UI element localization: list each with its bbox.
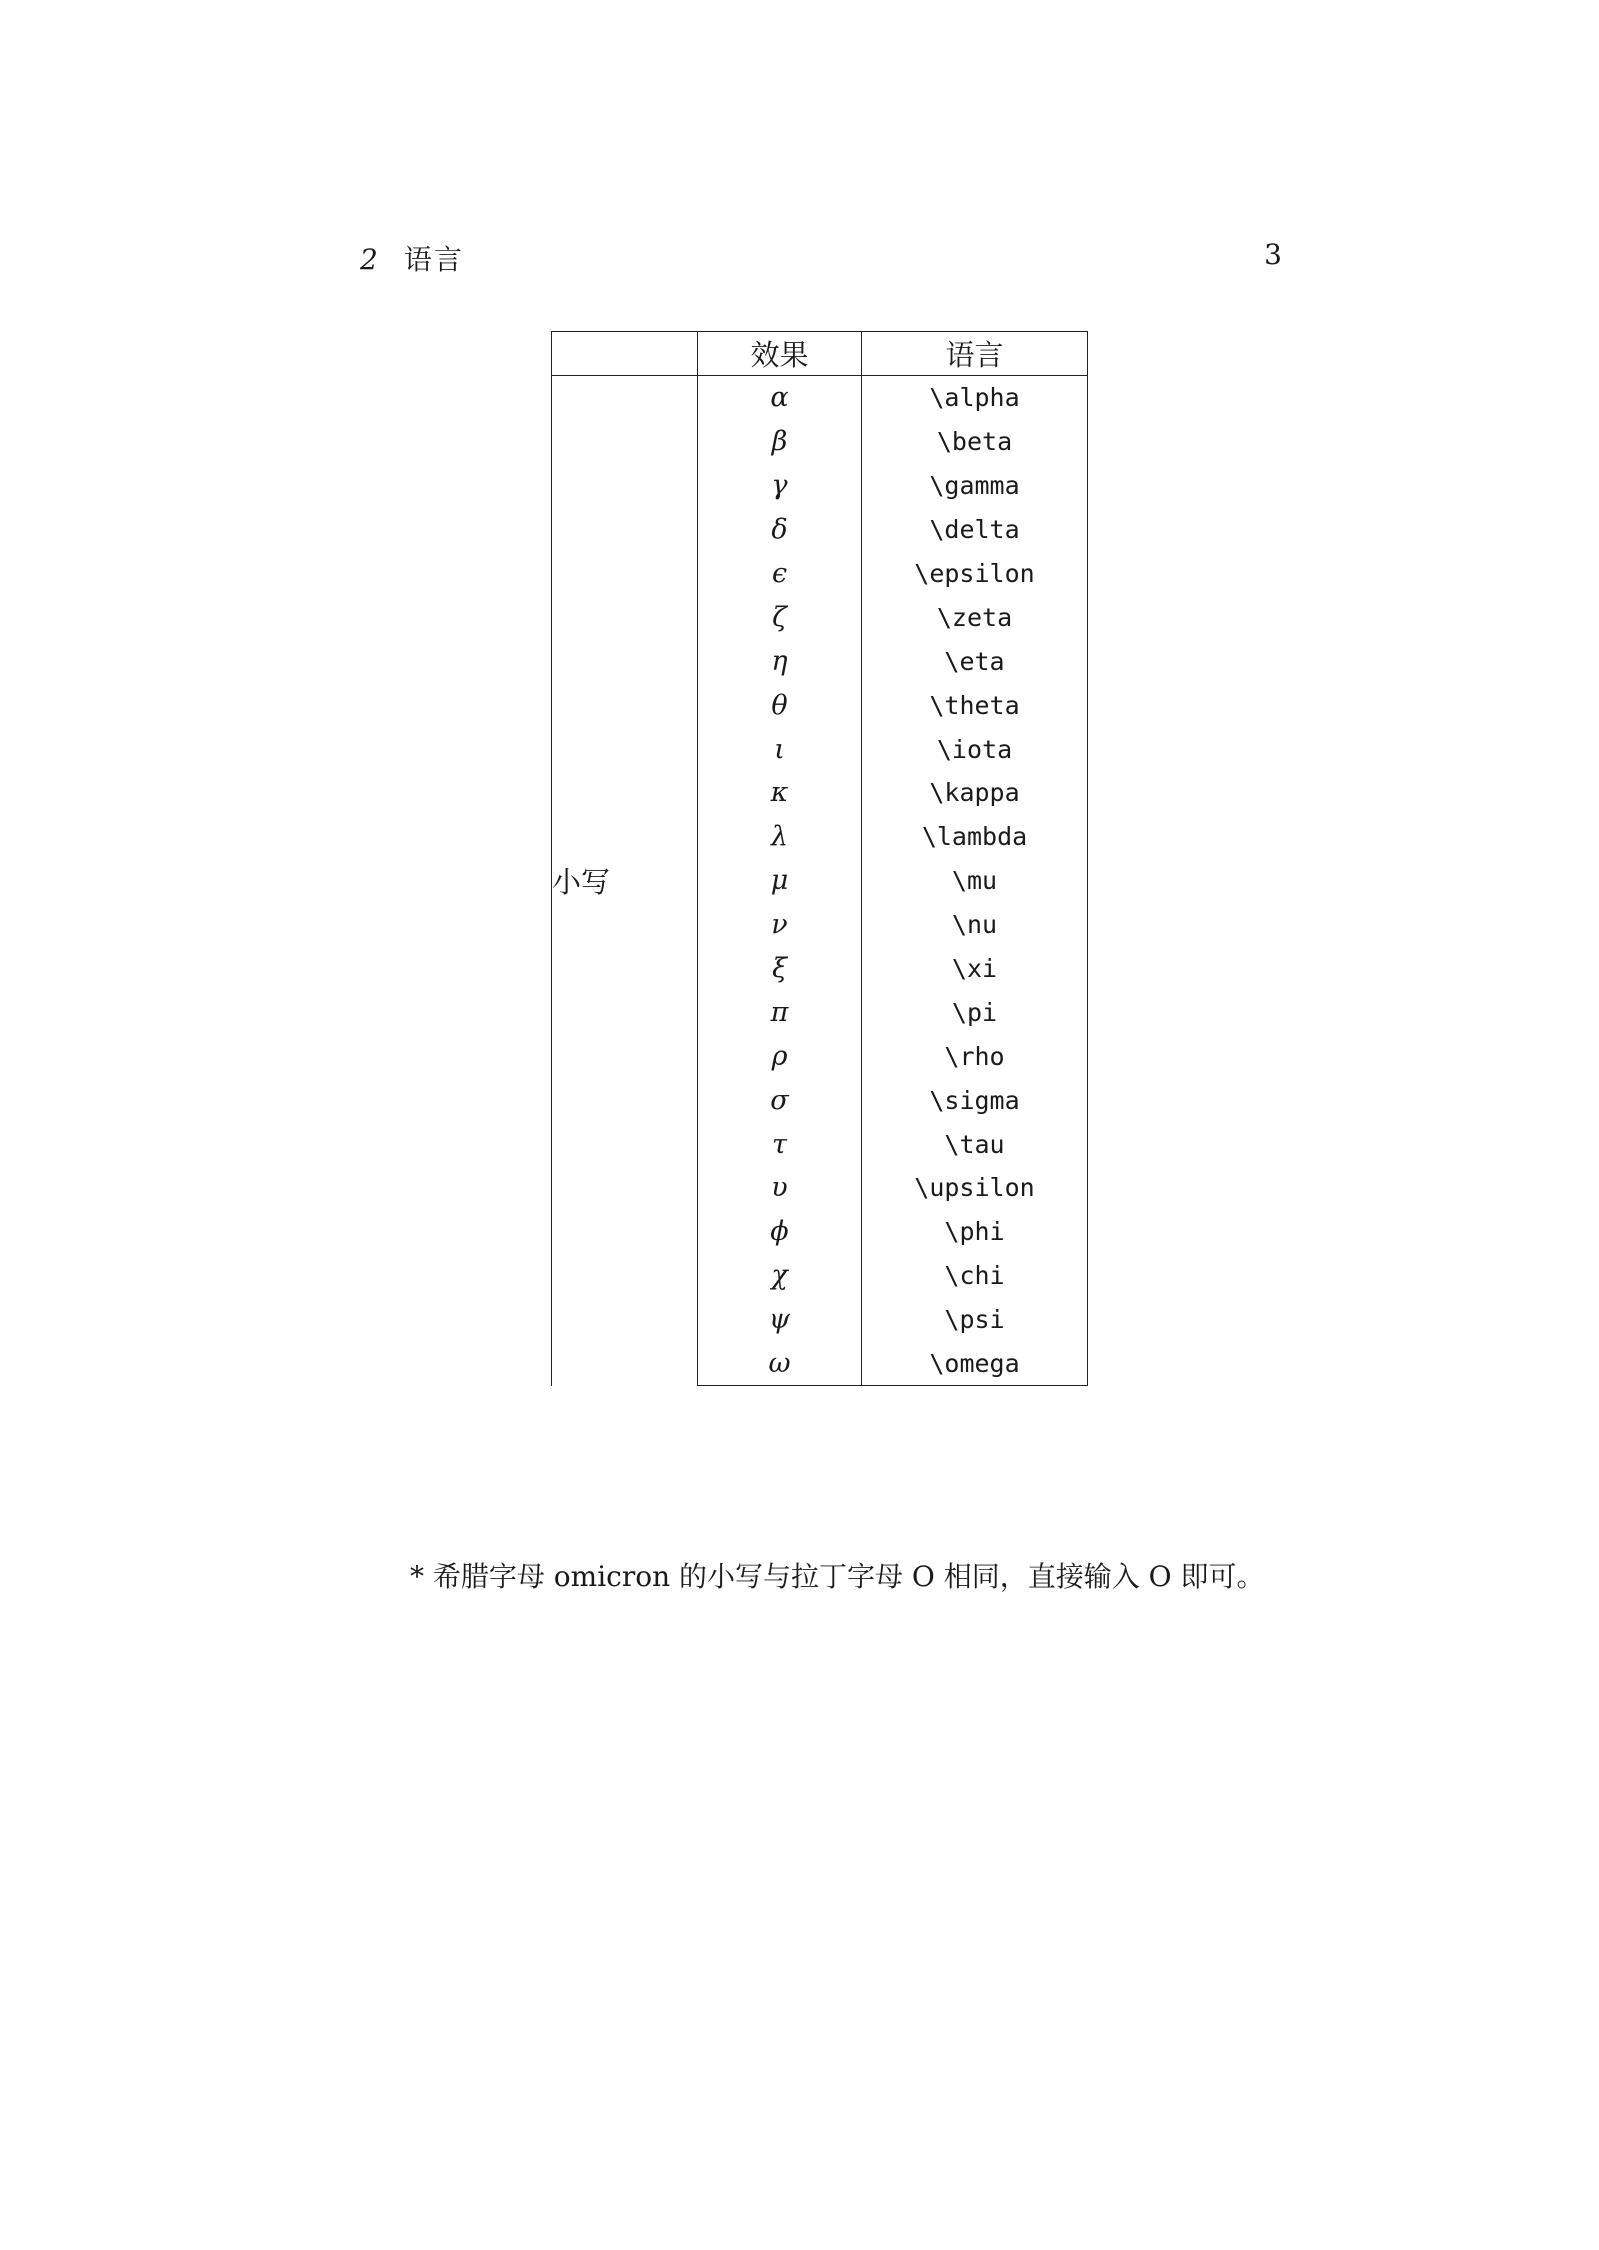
- command-cell: \gamma: [862, 464, 1088, 508]
- effect-cell: υ: [698, 1166, 862, 1210]
- section-heading: [360, 238, 464, 278]
- effect-cell: θ: [698, 683, 862, 727]
- greek-lowercase-table: [551, 331, 1088, 1386]
- page-number: 3: [1264, 238, 1282, 271]
- table-body: [552, 376, 1088, 1386]
- effect-cell: ν: [698, 903, 862, 947]
- header-cell-category: [552, 332, 698, 376]
- section-title: 语言: [403, 243, 464, 276]
- command-cell: \phi: [862, 1210, 1088, 1254]
- running-header: [360, 238, 1282, 278]
- command-cell: \epsilon: [862, 552, 1088, 596]
- command-cell: \theta: [862, 683, 1088, 727]
- command-cell: \nu: [862, 903, 1088, 947]
- command-cell: \lambda: [862, 815, 1088, 859]
- command-cell: \rho: [862, 1034, 1088, 1078]
- table-row: [552, 376, 1088, 420]
- section-number: 2: [360, 243, 378, 276]
- header-cell-effect: 效果: [698, 332, 862, 376]
- effect-cell: δ: [698, 508, 862, 552]
- effect-cell: κ: [698, 771, 862, 815]
- command-cell: \psi: [862, 1298, 1088, 1342]
- command-cell: \chi: [862, 1254, 1088, 1298]
- command-cell: \pi: [862, 990, 1088, 1034]
- command-cell: \sigma: [862, 1078, 1088, 1122]
- effect-cell: α: [698, 376, 862, 420]
- effect-cell: ι: [698, 727, 862, 771]
- effect-cell: ρ: [698, 1034, 862, 1078]
- effect-cell: ξ: [698, 947, 862, 991]
- effect-cell: ζ: [698, 595, 862, 639]
- command-cell: \delta: [862, 508, 1088, 552]
- command-cell: \iota: [862, 727, 1088, 771]
- footnote: * 希腊字母 omicron 的小写与拉丁字母 O 相同，直接输入 O 即可。: [410, 1560, 1265, 1593]
- effect-cell: ω: [698, 1342, 862, 1386]
- table-header-row: [552, 332, 1088, 376]
- category-cell: 小写: [552, 376, 698, 1386]
- command-cell: \eta: [862, 639, 1088, 683]
- effect-cell: σ: [698, 1078, 862, 1122]
- header-cell-command: 语言: [862, 332, 1088, 376]
- command-cell: \beta: [862, 420, 1088, 464]
- effect-cell: γ: [698, 464, 862, 508]
- command-cell: \omega: [862, 1342, 1088, 1386]
- effect-cell: β: [698, 420, 862, 464]
- effect-cell: ψ: [698, 1298, 862, 1342]
- effect-cell: π: [698, 990, 862, 1034]
- command-cell: \alpha: [862, 376, 1088, 420]
- command-cell: \tau: [862, 1122, 1088, 1166]
- command-cell: \upsilon: [862, 1166, 1088, 1210]
- effect-cell: μ: [698, 859, 862, 903]
- effect-cell: λ: [698, 815, 862, 859]
- command-cell: \mu: [862, 859, 1088, 903]
- command-cell: \zeta: [862, 595, 1088, 639]
- effect-cell: τ: [698, 1122, 862, 1166]
- effect-cell: χ: [698, 1254, 862, 1298]
- command-cell: \kappa: [862, 771, 1088, 815]
- command-cell: \xi: [862, 947, 1088, 991]
- effect-cell: η: [698, 639, 862, 683]
- effect-cell: ϵ: [698, 552, 862, 596]
- effect-cell: ϕ: [698, 1210, 862, 1254]
